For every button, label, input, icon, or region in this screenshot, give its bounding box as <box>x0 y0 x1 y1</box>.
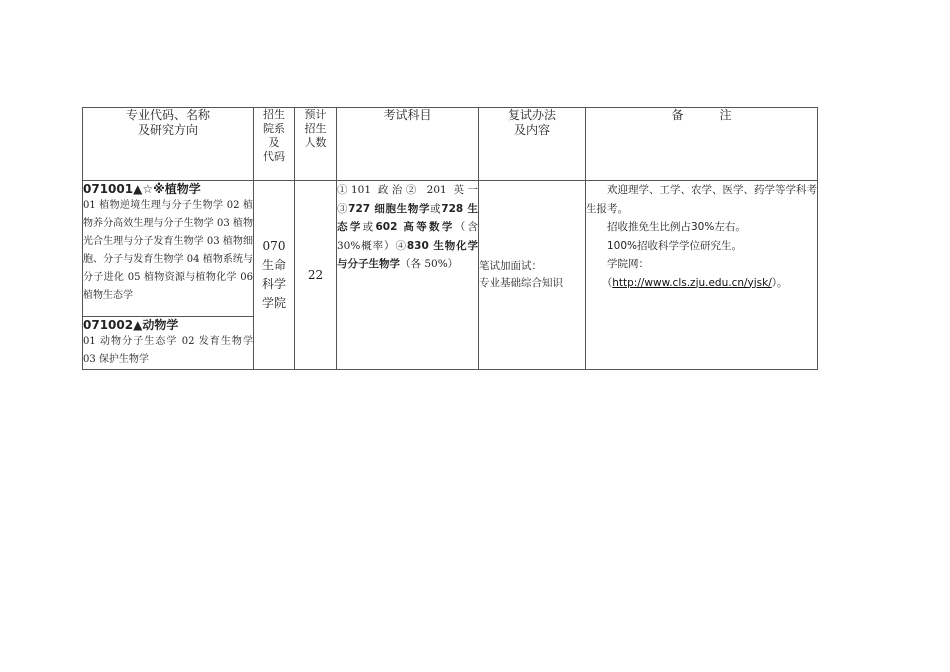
header-retest: 复试办法 及内容 <box>479 108 586 181</box>
subjects-cell <box>337 181 479 370</box>
subject-4-prefix: ④ <box>395 239 407 252</box>
subject-3c: 602 高等数学 <box>375 221 455 233</box>
subject-4-note: （各 50%） <box>400 258 459 270</box>
notes-line-3 <box>586 237 817 256</box>
notes-line-1: 欢迎理学、工学、农学、医学、药学等学科考生报考。 <box>586 184 817 215</box>
notes-cell <box>586 181 818 370</box>
table-row <box>83 181 818 317</box>
notes-text: 左右。 <box>714 221 746 233</box>
notes-percent: 100% <box>607 239 638 252</box>
quota-cell <box>295 181 337 370</box>
subject-4: 830 生物化学与分子生物学 <box>337 239 479 270</box>
subject-3b: 728 生态学 <box>337 202 479 233</box>
major-directions: 01 植物逆境生理与分子生物学 02 植物养分高效生理与分子生物学 03 植物光合生理与分子发育生物学 03 植物细胞、分子与发育生物学 04 植物系统与分子进化 05 植物资源与植物化学 06 植物生态学 <box>83 200 253 301</box>
notes-text: 招收推免生比例占 <box>607 221 691 233</box>
subject-3a: 727 细胞生物学 <box>348 202 431 215</box>
header-school: 招生 院系 及 代码 <box>254 108 295 181</box>
header-notes: 备 注 <box>586 108 818 181</box>
header-major: 专业代码、名称 及研究方向 <box>83 108 254 181</box>
notes-line-2 <box>586 218 817 237</box>
retest-line-2: 专业基础综合知识 <box>479 277 563 289</box>
school-cell <box>254 181 295 370</box>
notes-percent: 30% <box>691 221 715 233</box>
header-quota: 预计 招生 人数 <box>295 108 337 181</box>
college-website-link[interactable]: http://www.cls.zju.edu.cn/yjsk/ <box>612 276 772 289</box>
notes-paren: （ <box>601 276 613 289</box>
school-code: 070 <box>262 239 286 253</box>
school-name-2: 科学 <box>261 277 286 291</box>
notes-url-line <box>586 274 817 293</box>
school-name-3: 学院 <box>261 296 286 310</box>
subject-or-1: 或 <box>430 202 442 215</box>
notes-paren: ）。 <box>771 276 788 289</box>
subject-2: ② 201 英一 <box>405 184 478 196</box>
subject-3-note: （含 30%概率） <box>337 221 479 252</box>
notes-text: 招收科学学位研究生。 <box>637 239 743 252</box>
major-zoology <box>83 317 254 370</box>
subject-or-2: 或 <box>362 221 376 233</box>
subject-1: ①101 政治 <box>337 184 406 196</box>
header-row <box>83 108 818 181</box>
quota-value: 22 <box>307 267 324 282</box>
school-name-1: 生命 <box>261 258 286 272</box>
subject-3-prefix: ③ <box>337 202 349 215</box>
admissions-table <box>82 107 818 370</box>
major-directions: 01 动物分子生态学 02 发育生物学 03 保护生物学 <box>83 336 253 365</box>
major-title: 071002▲动物学 <box>83 318 179 332</box>
retest-line-1: 笔试加面试： <box>479 260 542 272</box>
header-subjects: 考试科目 <box>337 108 479 181</box>
major-title: 071001▲☆※植物学 <box>83 182 201 196</box>
retest-cell <box>479 181 586 370</box>
notes-line-4: 学院网： <box>607 258 649 270</box>
major-botany <box>83 181 254 317</box>
